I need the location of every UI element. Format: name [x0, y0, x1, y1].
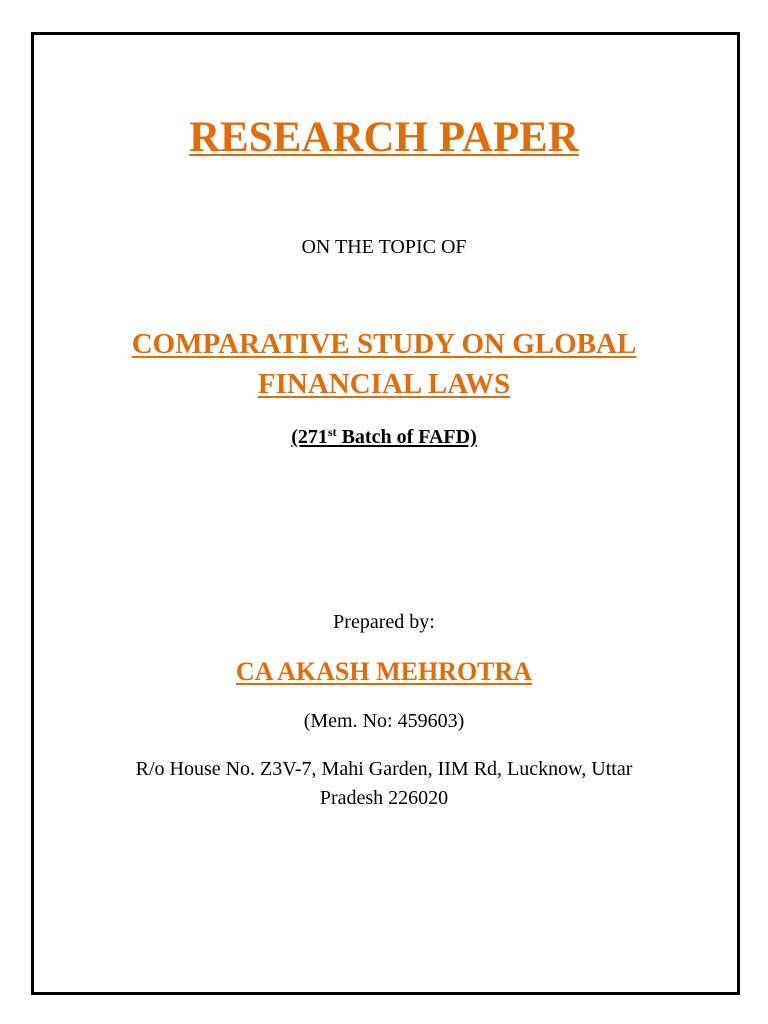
author-address	[0, 755, 768, 813]
topic-intro: ON THE TOPIC OF	[301, 236, 467, 258]
membership-number: (Mem. No: 459603)	[303, 710, 465, 732]
batch-superscript: st	[327, 425, 337, 439]
prepared-by-label: Prepared by:	[333, 611, 435, 633]
address-line-2: Pradesh 226020	[319, 787, 449, 809]
batch-suffix: Batch of FAFD)	[336, 426, 477, 448]
topic-title-line-2: FINANCIAL LAWS	[257, 368, 511, 400]
page-border	[31, 32, 740, 995]
author-name: CA AKASH MEHROTRA	[235, 657, 533, 686]
topic-title-line-1: COMPARATIVE STUDY ON GLOBAL	[131, 328, 637, 360]
document-title: RESEARCH PAPER	[189, 114, 579, 161]
address-line-1: R/o House No. Z3V-7, Mahi Garden, IIM Rd, Lucknow, Uttar	[135, 758, 633, 780]
batch-prefix: (271	[291, 426, 328, 448]
batch-info	[0, 424, 768, 450]
